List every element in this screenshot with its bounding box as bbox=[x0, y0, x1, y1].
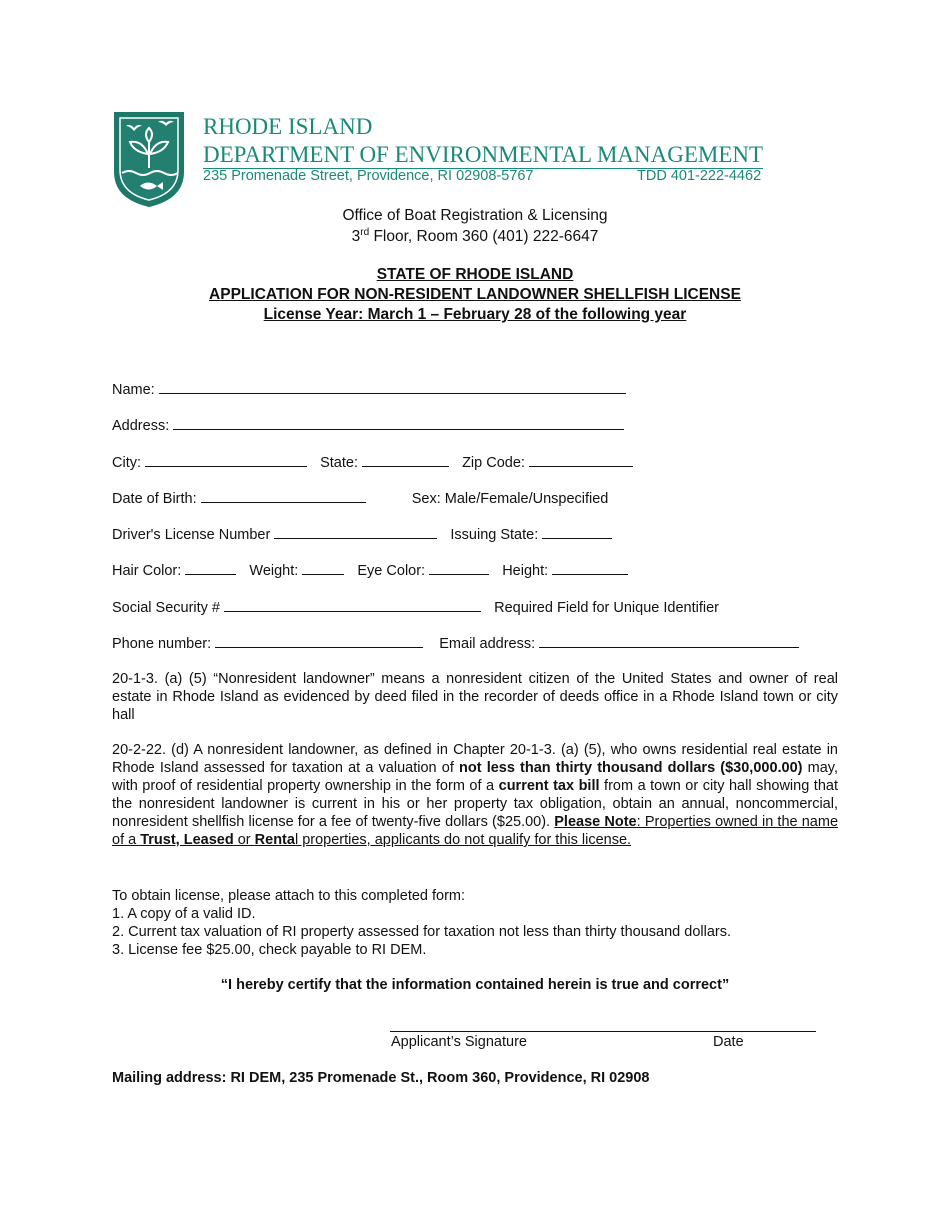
signature-date-label: Date bbox=[713, 1034, 744, 1050]
office-floor-suffix: rd bbox=[360, 227, 370, 238]
name-label: Name: bbox=[112, 382, 155, 398]
please-note-label: Please Note bbox=[554, 814, 637, 830]
zip-field[interactable] bbox=[529, 452, 633, 467]
form-row-address bbox=[112, 415, 624, 435]
email-label: Email address: bbox=[439, 636, 536, 652]
drivers-license-label: Driver's License Number bbox=[112, 527, 271, 543]
name-field[interactable] bbox=[159, 379, 626, 394]
form-row-ssn bbox=[112, 597, 719, 617]
statute-valuation-bold: not less than thirty thousand dollars ($30,000.00) bbox=[459, 760, 803, 776]
certification-statement: “I hereby certify that the information contained herein is true and correct” bbox=[220, 977, 730, 993]
height-label: Height: bbox=[502, 563, 549, 579]
instructions-intro: To obtain license, please attach to this completed form: bbox=[112, 888, 466, 904]
statute-20-2-22 bbox=[112, 741, 838, 849]
ri-dem-logo bbox=[112, 110, 186, 208]
please-note-text-2: or bbox=[233, 832, 255, 848]
issuing-state-field[interactable] bbox=[542, 524, 612, 539]
office-room-phone: Floor, Room 360 (401) 222-6647 bbox=[369, 228, 599, 246]
weight-label: Weight: bbox=[249, 563, 299, 579]
signature-line[interactable] bbox=[390, 1031, 816, 1032]
state-label: State: bbox=[320, 455, 358, 471]
city-label: City: bbox=[112, 455, 141, 471]
height-field[interactable] bbox=[552, 560, 628, 575]
eye-color-field[interactable] bbox=[429, 560, 489, 575]
ssn-field[interactable] bbox=[224, 597, 481, 612]
statute-text-1: 20-2-22. (d) A nonresident landowner, as defined in Chapter 20-1-3. (a) (5), who owns residential real estate in Rhode Island assessed for taxation at a valuation of bbox=[112, 742, 838, 776]
statute-tax-bill-bold: current tax bill bbox=[498, 778, 600, 794]
mailing-address: Mailing address: RI DEM, 235 Promenade St., Room 360, Providence, RI 02908 bbox=[112, 1070, 650, 1086]
form-row-physical bbox=[112, 560, 628, 580]
org-tdd-number: TDD 401-222-4462 bbox=[637, 168, 762, 184]
dob-field[interactable] bbox=[201, 488, 366, 503]
statute-text-3: from a town or city hall showing that the nonresident landowner is current in his or her property tax obligation, obtain an annual, noncommercial, nonresident shellfish license for a fee of twenty-five dollars ($25.00). bbox=[112, 778, 838, 830]
city-field[interactable] bbox=[145, 452, 307, 467]
weight-field[interactable] bbox=[302, 560, 344, 575]
form-row-city-state-zip bbox=[112, 452, 633, 472]
form-row-contact bbox=[112, 633, 799, 653]
issuing-state-label: Issuing State: bbox=[450, 527, 539, 543]
dob-label: Date of Birth: bbox=[112, 491, 197, 507]
hair-color-label: Hair Color: bbox=[112, 563, 182, 579]
doc-title-application: APPLICATION FOR NON-RESIDENT LANDOWNER SHELLFISH LICENSE bbox=[209, 286, 741, 303]
org-name-line2: DEPARTMENT OF ENVIRONMENTAL MANAGEMENT bbox=[203, 142, 764, 167]
ssn-label: Social Security # bbox=[112, 600, 220, 616]
applicant-signature-label: Applicant’s Signature bbox=[391, 1034, 527, 1050]
please-note-text-3: l properties, applicants do not qualify for this license. bbox=[294, 832, 632, 848]
form-row-name bbox=[112, 379, 626, 399]
doc-title-state: STATE OF RHODE ISLAND bbox=[376, 266, 574, 283]
instructions bbox=[112, 887, 838, 959]
org-name-line1: RHODE ISLAND bbox=[203, 114, 373, 139]
ssn-required-note: Required Field for Unique Identifier bbox=[494, 600, 719, 616]
please-note-text-1: : Properties owned in the name of a bbox=[112, 814, 839, 848]
hair-color-field[interactable] bbox=[185, 560, 236, 575]
email-field[interactable] bbox=[539, 633, 799, 648]
zip-label: Zip Code: bbox=[462, 455, 525, 471]
phone-field[interactable] bbox=[215, 633, 423, 648]
doc-title-license-year: License Year: March 1 – February 28 of the following year bbox=[263, 306, 687, 323]
office-floor-number: 3 bbox=[351, 228, 361, 246]
please-note-rental: Renta bbox=[254, 832, 295, 848]
state-field[interactable] bbox=[362, 452, 449, 467]
office-location bbox=[0, 227, 950, 246]
statute-text-2: may, with proof of residential property ownership in the form of a bbox=[112, 760, 839, 794]
phone-label: Phone number: bbox=[112, 636, 212, 652]
statute-20-1-3: 20-1-3. (a) (5) “Nonresident landowner” means a nonresident citizen of the United States and owner of real estate in Rhode Island as evidenced by deed filed in the recorder of deeds office in a Rhode Island town or city hall bbox=[112, 671, 838, 723]
instructions-item: 3. License fee $25.00, check payable to RI DEM. bbox=[112, 942, 427, 958]
form-row-dob-sex bbox=[112, 488, 608, 508]
drivers-license-field[interactable] bbox=[274, 524, 437, 539]
eye-color-label: Eye Color: bbox=[357, 563, 426, 579]
sex-options[interactable]: Sex: Male/Female/Unspecified bbox=[411, 491, 609, 507]
instructions-item: 2. Current tax valuation of RI property assessed for taxation not less than thirty thousand dollars. bbox=[112, 924, 731, 940]
instructions-item: 1. A copy of a valid ID. bbox=[112, 906, 256, 922]
address-label: Address: bbox=[112, 418, 170, 434]
address-field[interactable] bbox=[173, 415, 624, 430]
office-name: Office of Boat Registration & Licensing bbox=[342, 207, 608, 224]
please-note-trust-leased: Trust, Leased bbox=[140, 832, 234, 848]
org-street-address: 235 Promenade Street, Providence, RI 02908-5767 bbox=[203, 168, 534, 184]
form-row-drivers-license bbox=[112, 524, 612, 544]
